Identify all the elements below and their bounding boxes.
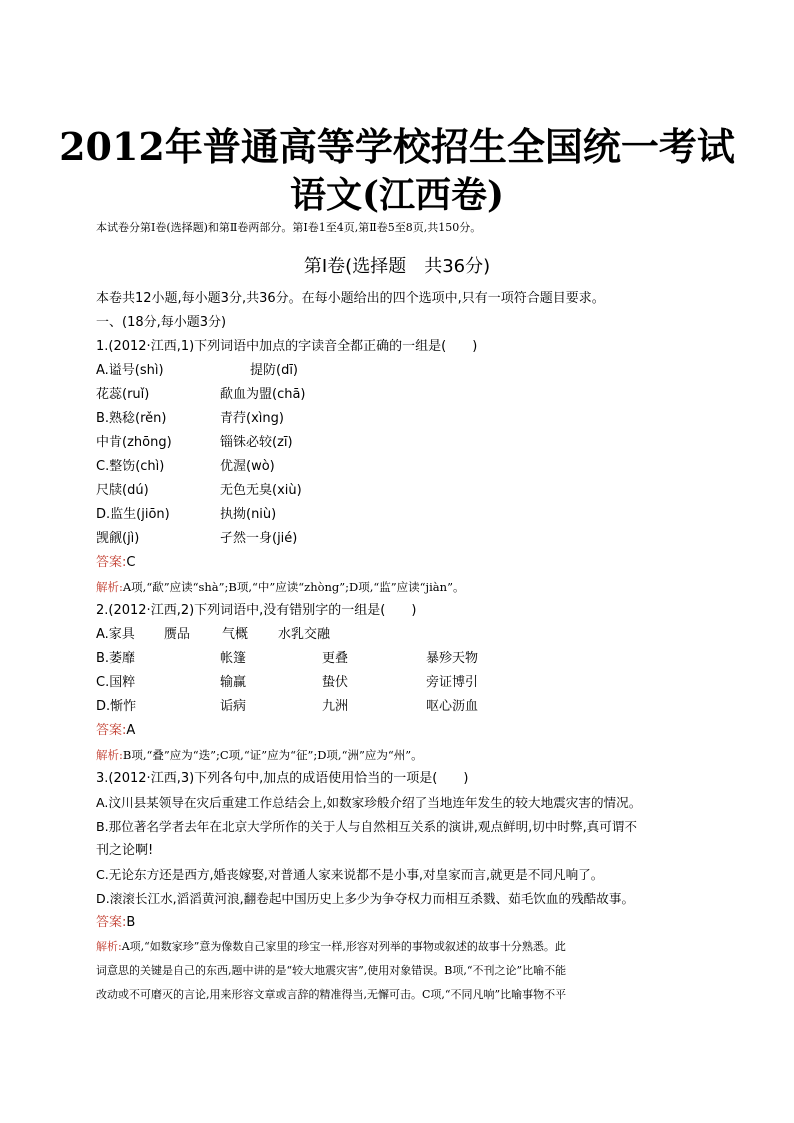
answer-label: 答案:: [96, 723, 127, 738]
q1-option-a-word2: 提防(dī): [250, 363, 299, 378]
q1-option-d-word3: 觊觎(jì): [96, 531, 140, 546]
q3-option-d: D.滚滚长江水,滔滔黄河浪,翻卷起中国历史上多少为争夺权力而相互杀戮、茹毛饮血的残酷故事。: [96, 891, 635, 906]
q1-option-c-word3: 尺牍(dú): [96, 483, 149, 498]
q2-option-d-word3: 九洲: [322, 699, 349, 714]
exam-title: 2012年普通高等学校招生全国统一考试: [59, 124, 735, 169]
q2-stem: 2.(2012·江西,2)下列词语中,没有错别字的一组是( ): [96, 603, 417, 618]
q2-option-d-word4: 呕心沥血: [426, 699, 479, 714]
q2-option-a-word4: 水乳交融: [278, 627, 331, 642]
q1-option-d-word2: 执拗(niù): [220, 507, 277, 522]
q1-option-c-word2: 优渥(wò): [220, 459, 275, 474]
q2-option-a-word2: 赝品: [164, 627, 191, 642]
analysis-label: 解析:: [96, 940, 122, 953]
q1-option-c-word4: 无色无臭(xiù): [220, 483, 302, 498]
q2-analysis: [96, 746, 706, 764]
q2-option-a-word3: 气概: [222, 627, 249, 642]
q3-answer-value: B: [126, 915, 136, 930]
intro-text: 本卷共12小题,每小题3分,共36分。在每小题给出的四个选项中,只有一项符合题目要求。: [96, 291, 605, 306]
q2-option-b-word2: 帐篷: [220, 651, 247, 666]
q2-option-c-word3: 蛰伏: [322, 675, 349, 690]
q2-option-b-word4: 暴殄天物: [426, 651, 479, 666]
analysis-label: 解析:: [96, 748, 123, 762]
answer-label: 答案:: [96, 915, 127, 930]
q1-option-b-word2: 青荇(xìng): [220, 411, 284, 426]
q2-option-c-word2: 输赢: [220, 675, 247, 690]
q3-analysis-line3: 改动或不可磨灭的言论,用来形容文章或言辞的精准得当,无懈可击。C项,“不同凡响”比喻事物不平: [96, 988, 567, 1001]
q2-option-d-word2: 诟病: [220, 699, 247, 714]
q1-answer-value: C: [126, 555, 136, 570]
q2-option-c-word4: 旁证博引: [426, 675, 479, 690]
q3-option-b-line2: 刊之论啊!: [96, 843, 154, 858]
q2-answer: [96, 722, 706, 740]
q3-option-c: C.无论东方还是西方,婚丧嫁娶,对普通人家来说都不是小事,对皇家而言,就更是不同凡响了。: [96, 867, 604, 882]
paper-note: 本试卷分第Ⅰ卷(选择题)和第Ⅱ卷两部分。第Ⅰ卷1至4页,第Ⅱ卷5至8页,共150分。: [96, 221, 482, 234]
q1-option-b-word1: B.熟稔(rěn): [96, 411, 167, 426]
analysis-label: 解析:: [96, 580, 123, 594]
q1-option-a-word3: 花蕊(ruǐ): [96, 387, 150, 402]
q2-option-a-word1: A.家具: [96, 627, 135, 642]
q2-option-d-word1: D.惭怍: [96, 699, 137, 714]
q1-option-a-word4: 歃血为盟(chā): [220, 387, 306, 402]
q2-option-b-word1: B.萎靡: [96, 651, 136, 666]
q1-stem: 1.(2012·江西,1)下列词语中加点的字读音全都正确的一组是( ): [96, 339, 478, 354]
q3-answer: [96, 914, 706, 932]
q1-option-b-word3: 中肯(zhōng): [96, 435, 172, 450]
section-heading: 一、(18分,每小题3分): [96, 315, 227, 330]
q3-option-a: A.汶川县某领导在灾后重建工作总结会上,如数家珍般介绍了当地连年发生的较大地震灾害的情况。: [96, 795, 642, 810]
q1-analysis: [96, 578, 706, 596]
q1-option-b-word4: 锱铢必较(zī): [220, 435, 293, 450]
q3-option-b-line1: B.那位著名学者去年在北京大学所作的关于人与自然相互关系的演讲,观点鲜明,切中时弊,真可谓不: [96, 819, 637, 834]
q2-analysis-text: B项,“叠”应为“迭”;C项,“证”应为“征”;D项,“洲”应为“州”。: [122, 748, 423, 762]
q3-analysis-line2: 词意思的关键是自己的东西,题中讲的是“较大地震灾害”,使用对象错误。B项,“不刊之论”比喻不能: [96, 964, 567, 977]
part-title: 第Ⅰ卷(选择题 共36分): [303, 256, 491, 277]
q3-analysis-line1: [96, 938, 706, 956]
q1-option-d-word1: D.监生(jiōn): [96, 507, 170, 522]
q1-analysis-text: A项,“歃”应读“shà”;B项,“中”应读“zhòng”;D项,“监”应读“jiàn”。: [122, 580, 465, 594]
q1-option-d-word4: 孑然一身(jié): [220, 531, 298, 546]
q1-option-c-word1: C.整饬(chì): [96, 459, 165, 474]
q3-analysis-text1: A项,“如数家珍”意为像数自己家里的珍宝一样,形容对列举的事物或叙述的故事十分熟悉。此: [121, 940, 566, 953]
q3-stem: 3.(2012·江西,3)下列各句中,加点的成语使用恰当的一项是( ): [96, 771, 469, 786]
q2-option-c-word1: C.国粹: [96, 675, 136, 690]
answer-label: 答案:: [96, 555, 127, 570]
q2-answer-value: A: [126, 723, 136, 738]
exam-subtitle: 语文(江西卷): [289, 174, 505, 216]
q1-option-a-word1: A.谥号(shì): [96, 363, 164, 378]
q1-answer: [96, 554, 706, 572]
q2-option-b-word3: 更叠: [322, 651, 349, 666]
